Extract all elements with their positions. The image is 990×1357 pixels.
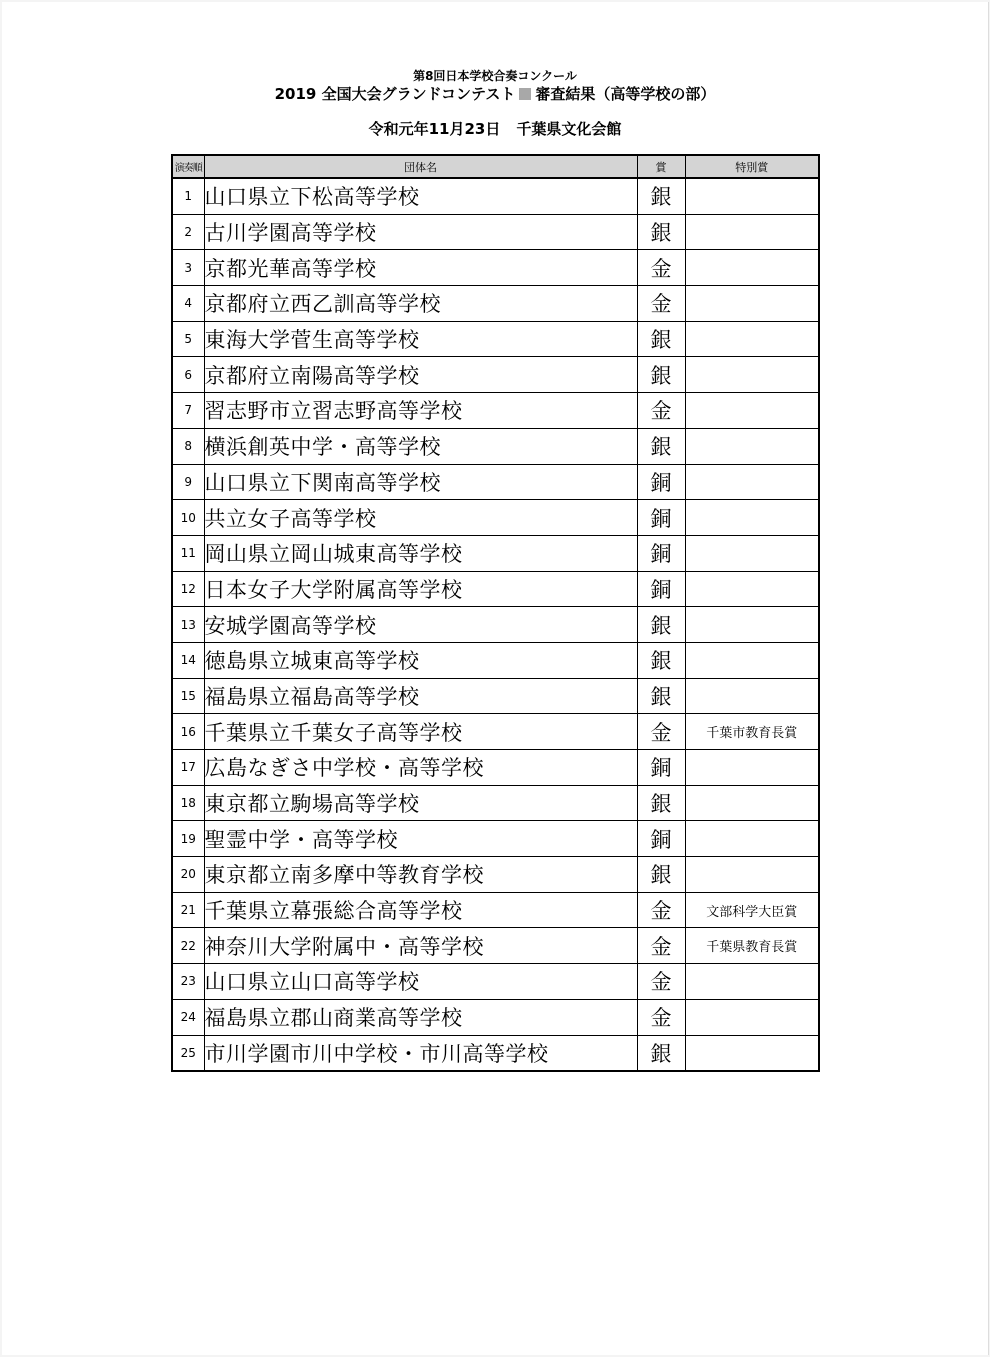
row-special-award	[685, 1035, 819, 1071]
contest-title: 第8回日本学校合奏コンクール	[413, 69, 577, 83]
row-award: 銅	[637, 500, 685, 536]
row-special-award	[685, 500, 819, 536]
row-award: 銀	[637, 357, 685, 393]
table-row	[172, 928, 819, 964]
row-group-name: 東京都立南多摩中等教育学校	[204, 857, 637, 893]
row-order: 9	[172, 464, 204, 500]
row-special-award	[685, 286, 819, 322]
row-order: 23	[172, 964, 204, 1000]
row-order: 16	[172, 714, 204, 750]
row-group-name: 市川学園市川中学校・市川高等学校	[204, 1035, 637, 1071]
table-row	[172, 642, 819, 678]
row-special-award: 千葉市教育長賞	[685, 714, 819, 750]
row-order: 19	[172, 821, 204, 857]
table-row	[172, 178, 819, 214]
row-special-award	[685, 857, 819, 893]
results-title	[2, 84, 988, 104]
row-order: 21	[172, 892, 204, 928]
header-award: 賞	[637, 155, 685, 178]
table-row	[172, 214, 819, 250]
row-special-award	[685, 607, 819, 643]
row-award: 銅	[637, 571, 685, 607]
row-group-name: 千葉県立幕張総合高等学校	[204, 892, 637, 928]
row-group-name: 山口県立下松高等学校	[204, 178, 637, 214]
row-award: 銀	[637, 1035, 685, 1071]
table-row	[172, 321, 819, 357]
row-award: 銀	[637, 607, 685, 643]
row-group-name: 山口県立下関南高等学校	[204, 464, 637, 500]
row-group-name: 徳島県立城東高等学校	[204, 642, 637, 678]
row-group-name: 京都府立西乙訓高等学校	[204, 286, 637, 322]
row-award: 銀	[637, 178, 685, 214]
row-order: 17	[172, 750, 204, 786]
table-row	[172, 607, 819, 643]
row-group-name: 岡山県立岡山城東高等学校	[204, 535, 637, 571]
table-row	[172, 464, 819, 500]
table-row	[172, 357, 819, 393]
row-award: 金	[637, 714, 685, 750]
row-group-name: 神奈川大学附属中・高等学校	[204, 928, 637, 964]
row-award: 銅	[637, 821, 685, 857]
row-group-name: 京都府立南陽高等学校	[204, 357, 637, 393]
row-award: 銀	[637, 321, 685, 357]
row-group-name: 共立女子高等学校	[204, 500, 637, 536]
table-row	[172, 286, 819, 322]
row-special-award	[685, 357, 819, 393]
row-award: 銀	[637, 678, 685, 714]
document-page	[2, 2, 989, 1355]
row-award: 銅	[637, 464, 685, 500]
row-order: 22	[172, 928, 204, 964]
table-row	[172, 714, 819, 750]
gray-square-icon	[519, 88, 531, 100]
row-order: 25	[172, 1035, 204, 1071]
row-order: 1	[172, 178, 204, 214]
table-row	[172, 821, 819, 857]
results-label: 審査結果（高等学校の部）	[535, 85, 716, 103]
row-special-award: 文部科学大臣賞	[685, 892, 819, 928]
row-group-name: 安城学園高等学校	[204, 607, 637, 643]
row-award: 銀	[637, 214, 685, 250]
row-special-award	[685, 535, 819, 571]
row-group-name: 京都光華高等学校	[204, 250, 637, 286]
table-row	[172, 857, 819, 893]
row-group-name: 東海大学菅生高等学校	[204, 321, 637, 357]
row-special-award	[685, 214, 819, 250]
row-group-name: 日本女子大学附属高等学校	[204, 571, 637, 607]
table-row	[172, 750, 819, 786]
row-special-award	[685, 178, 819, 214]
table-row	[172, 785, 819, 821]
table-row	[172, 393, 819, 429]
row-special-award	[685, 428, 819, 464]
row-award: 銀	[637, 785, 685, 821]
row-award: 銅	[637, 750, 685, 786]
row-award: 金	[637, 250, 685, 286]
row-order: 5	[172, 321, 204, 357]
row-award: 金	[637, 999, 685, 1035]
row-order: 18	[172, 785, 204, 821]
table-row	[172, 500, 819, 536]
row-order: 7	[172, 393, 204, 429]
date-venue	[2, 119, 988, 139]
row-order: 10	[172, 500, 204, 536]
table-header-row	[172, 155, 819, 178]
row-order: 11	[172, 535, 204, 571]
row-group-name: 広島なぎさ中学校・高等学校	[204, 750, 637, 786]
results-table	[171, 154, 820, 1072]
table-row	[172, 535, 819, 571]
header-order: 演奏順	[172, 155, 204, 178]
row-award: 金	[637, 892, 685, 928]
header-group: 団体名	[204, 155, 637, 178]
event-venue: 千葉県文化会館	[516, 120, 622, 138]
row-group-name: 横浜創英中学・高等学校	[204, 428, 637, 464]
row-special-award	[685, 393, 819, 429]
table-row	[172, 892, 819, 928]
row-special-award	[685, 571, 819, 607]
row-special-award	[685, 821, 819, 857]
row-group-name: 山口県立山口高等学校	[204, 964, 637, 1000]
row-order: 24	[172, 999, 204, 1035]
row-special-award	[685, 464, 819, 500]
row-group-name: 習志野市立習志野高等学校	[204, 393, 637, 429]
row-group-name: 福島県立福島高等学校	[204, 678, 637, 714]
table-row	[172, 678, 819, 714]
row-special-award	[685, 964, 819, 1000]
row-award: 金	[637, 928, 685, 964]
row-award: 銅	[637, 535, 685, 571]
row-award: 銀	[637, 857, 685, 893]
table-row	[172, 1035, 819, 1071]
row-special-award	[685, 999, 819, 1035]
row-award: 金	[637, 286, 685, 322]
table-row	[172, 250, 819, 286]
row-order: 15	[172, 678, 204, 714]
row-group-name: 東京都立駒場高等学校	[204, 785, 637, 821]
row-special-award	[685, 642, 819, 678]
table-body	[172, 178, 819, 1071]
row-order: 12	[172, 571, 204, 607]
row-order: 20	[172, 857, 204, 893]
row-special-award	[685, 785, 819, 821]
table-row	[172, 571, 819, 607]
header-special: 特別賞	[685, 155, 819, 178]
row-special-award	[685, 321, 819, 357]
row-special-award	[685, 250, 819, 286]
table-row	[172, 428, 819, 464]
table-row	[172, 964, 819, 1000]
row-order: 4	[172, 286, 204, 322]
table-row	[172, 999, 819, 1035]
row-order: 8	[172, 428, 204, 464]
event-date: 令和元年11月23日	[368, 120, 501, 138]
row-award: 銀	[637, 642, 685, 678]
row-special-award	[685, 678, 819, 714]
row-group-name: 福島県立郡山商業高等学校	[204, 999, 637, 1035]
row-group-name: 聖霊中学・高等学校	[204, 821, 637, 857]
row-award: 金	[637, 964, 685, 1000]
row-award: 銀	[637, 428, 685, 464]
row-order: 14	[172, 642, 204, 678]
row-special-award	[685, 750, 819, 786]
row-award: 金	[637, 393, 685, 429]
row-order: 3	[172, 250, 204, 286]
row-group-name: 千葉県立千葉女子高等学校	[204, 714, 637, 750]
row-order: 2	[172, 214, 204, 250]
row-order: 13	[172, 607, 204, 643]
row-group-name: 古川学園高等学校	[204, 214, 637, 250]
row-special-award: 千葉県教育長賞	[685, 928, 819, 964]
grand-contest-label: 2019 全国大会グランドコンテスト	[274, 85, 516, 103]
row-order: 6	[172, 357, 204, 393]
